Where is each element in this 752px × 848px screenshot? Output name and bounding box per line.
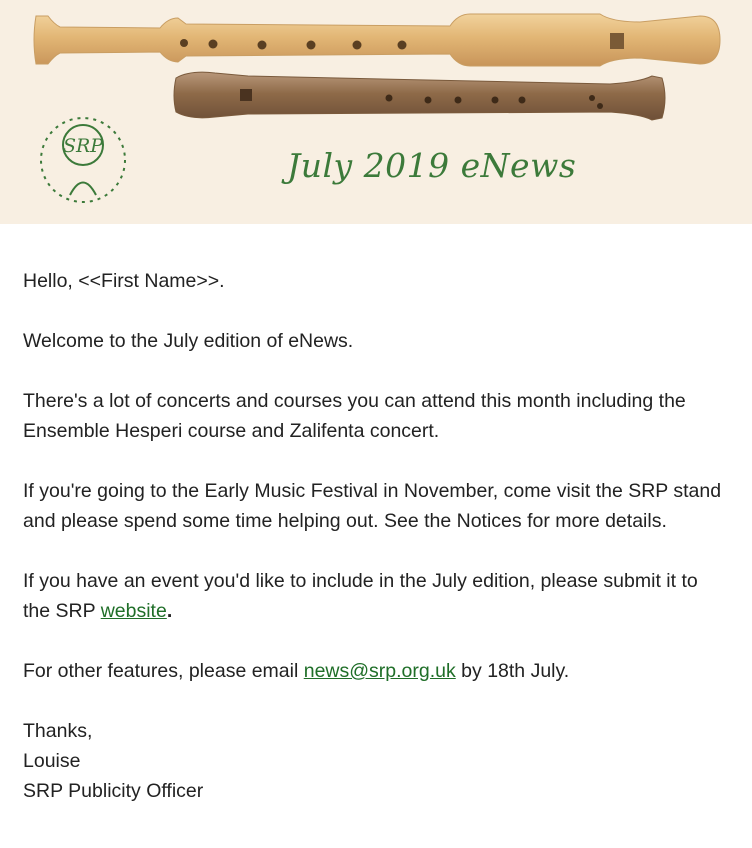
event-prefix: If you have an event you'd like to include in the July edition, please submit it to the SRP <box>23 570 698 622</box>
signoff <box>23 716 729 806</box>
greeting-text: Hello, <<First Name>>. <box>23 270 225 292</box>
website-link[interactable]: website <box>100 600 167 622</box>
email-body <box>0 224 752 806</box>
email-link[interactable]: news@srp.org.uk <box>303 660 456 682</box>
logo-monogram: SRP <box>62 135 104 157</box>
event-paragraph <box>23 566 729 626</box>
email-suffix: by 18th July. <box>455 660 570 682</box>
concerts-paragraph: There's a lot of concerts and courses you can attend this month including the Ensemble Hesperi course and Zalifenta concert. <box>23 390 686 442</box>
author-name: Louise <box>23 750 81 772</box>
dark-recorder-icon <box>174 72 665 120</box>
email-paragraph <box>23 656 729 686</box>
header-banner <box>0 0 752 224</box>
recorders-illustration <box>0 0 752 224</box>
festival-paragraph: If you're going to the Early Music Festival in November, come visit the SRP stand and please spend some time helping out. See the Notices for more details. <box>23 480 722 532</box>
srp-logo-icon <box>41 118 125 202</box>
email-prefix: For other features, please email <box>23 660 304 682</box>
event-suffix: . <box>166 600 173 622</box>
light-recorder-icon <box>34 14 720 66</box>
newsletter-title: July 2019 eNews <box>287 146 577 185</box>
author-role: SRP Publicity Officer <box>23 780 204 802</box>
thanks-text: Thanks, <box>23 720 93 742</box>
welcome-text: Welcome to the July edition of eNews. <box>23 330 354 352</box>
